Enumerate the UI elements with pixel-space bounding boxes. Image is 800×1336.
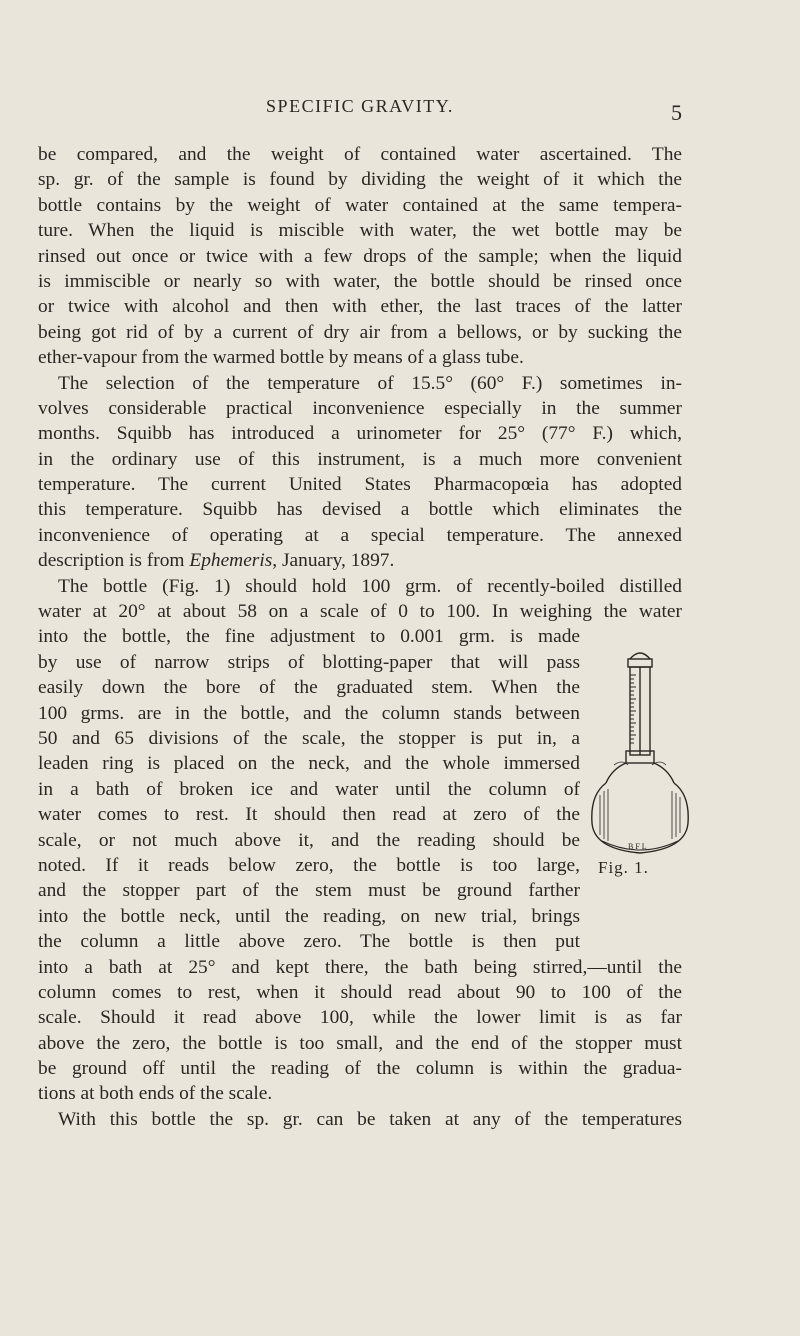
- text-line: be compared, and the weight of contained water ascertained. The: [38, 144, 682, 165]
- text-line: ether-vapour from the warmed bottle by means of a glass tube.: [38, 347, 524, 369]
- specific-gravity-bottle-figure: [582, 645, 700, 865]
- text-line: water at 20° at about 58 on a scale of 0 to 100. In weighing the water: [38, 601, 682, 623]
- text-line: into the bottle neck, until the reading, on new trial, brings: [38, 905, 580, 927]
- text-line: and the stopper part of the stem must be ground farther: [38, 880, 580, 902]
- stopper-top: [628, 659, 652, 667]
- text-line: the column a little above zero. The bottle is then put: [38, 931, 580, 953]
- text-line: easily down the bore of the graduated stem. When the: [38, 677, 580, 699]
- text-line: into a bath at 25° and kept there, the bath being stirred,—until the: [38, 956, 682, 978]
- text-line: is immiscible or nearly so with water, the bottle should be rinsed once: [38, 270, 682, 292]
- text-line: volves considerable practical inconvenience especially in the summer: [38, 397, 682, 419]
- text-line: this temperature. Squibb has devised a bottle which eliminates the: [38, 499, 682, 521]
- text-line: or twice with alcohol and then with ether, the last traces of the latter: [38, 296, 682, 318]
- text-span: , January, 1897.: [272, 550, 395, 572]
- text-line: [38, 548, 682, 573]
- text-line: into the bottle, the fine adjustment to 0.001 grm. is made: [38, 626, 580, 648]
- text-line: scale. Should it read above 100, while the lower limit is as far: [38, 1007, 682, 1029]
- stopper-cap: [630, 653, 650, 659]
- text-line: tions at both ends of the scale.: [38, 1083, 273, 1105]
- text-span: description is from: [38, 550, 190, 572]
- text-line: 50 and 65 divisions of the scale, the stopper is put in, a: [38, 727, 580, 749]
- text-line: water comes to rest. It should then read at zero of the: [38, 804, 580, 826]
- bottle-shoulder-left: [606, 763, 626, 783]
- text-line: above the zero, the bottle is too small, and the end of the stopper must: [38, 1032, 682, 1054]
- page-number: 5: [671, 100, 682, 125]
- text-line: inconvenience of operating at a special temperature. The annexed: [38, 524, 682, 546]
- text-line: months. Squibb has introduced a urinometer for 25° (77° F.) which,: [38, 423, 682, 445]
- text-line: The selection of the temperature of 15.5° (60° F.) sometimes in-: [58, 372, 682, 394]
- text-line: The bottle (Fig. 1) should hold 100 grm. of recently-boiled distilled: [58, 575, 682, 597]
- maker-mark: B F L: [628, 842, 647, 851]
- text-line: being got rid of by a current of dry air from a bellows, or by sucking the: [38, 321, 682, 343]
- figure-caption: Fig. 1.: [598, 858, 649, 877]
- text-line: noted. If it reads below zero, the bottle is too large,: [38, 854, 580, 876]
- text-line: column comes to rest, when it should read about 90 to 100 of the: [38, 981, 682, 1003]
- text-line: leaden ring is placed on the neck, and the whole immersed: [38, 753, 580, 775]
- text-line: rinsed out once or twice with a few drops of the sample; when the liquid: [38, 245, 682, 267]
- text-line: bottle contains by the weight of water contained at the same tempera-: [38, 194, 682, 216]
- page-header: [38, 96, 682, 126]
- bottle-shoulder-right: [654, 763, 674, 783]
- text-line: temperature. The current United States Pharmacopœia has adopted: [38, 474, 682, 496]
- body-text: [38, 142, 682, 1132]
- italic-source-title: Ephemeris: [189, 550, 273, 572]
- text-line: be ground off until the reading of the column is within the gradua-: [38, 1058, 682, 1080]
- text-line: in a bath of broken ice and water until the column of: [38, 778, 580, 800]
- text-line: by use of narrow strips of blotting-paper that will pass: [38, 651, 580, 673]
- bottle-illustration: [582, 645, 700, 865]
- running-title: SPECIFIC GRAVITY.: [266, 96, 454, 116]
- text-line: in the ordinary use of this instrument, is a much more convenient: [38, 448, 682, 470]
- text-line: 100 grms. are in the bottle, and the column stands between: [38, 702, 580, 724]
- text-line: sp. gr. of the sample is found by dividing the weight of it which the: [38, 169, 682, 191]
- text-line: scale, or not much above it, and the reading should be: [38, 829, 580, 851]
- text-line: ture. When the liquid is miscible with water, the wet bottle may be: [38, 220, 682, 242]
- text-line: With this bottle the sp. gr. can be taken at any of the temperatures: [58, 1108, 682, 1130]
